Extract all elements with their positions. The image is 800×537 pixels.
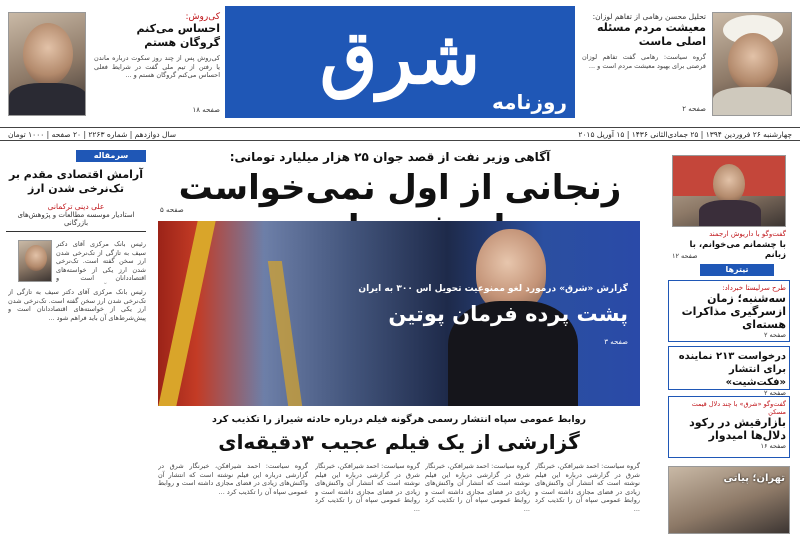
interview-ref: صفحه ۱۲ (672, 252, 698, 260)
second-kicker: روابط عمومی سپاه انتشار رسمی هرگونه فیلم درباره حادثه شیراز را تکذیب کرد (212, 414, 586, 425)
second-headline: گزارشی از یک فیلم عجیب ۳دقیقه‌ای (218, 430, 580, 454)
top-right-ref: صفحه ۲ (682, 105, 706, 113)
top-right-body: گروه سیاست: رهامی گفت تفاهم لوزان فرصتی برای بهبود معیشت مردم است و ... (582, 53, 706, 70)
headline-item-kicker: گفت‌وگو «شرق» با چند دلال قیمت مسکن (691, 400, 786, 416)
editorial-column (6, 150, 146, 232)
photo-story-kicker: گزارش «شرق» درمورد لغو ممنوعیت تحویل اس ۳۰۰ به ایران (358, 284, 628, 294)
editorial-tag: سرمقاله (76, 150, 146, 162)
headline-item-ref: صفحه ۲ (763, 389, 786, 397)
top-left-body: کی‌روش پس از چند روز سکوت درباره ماندن یا رفتن از تیم ملی گفت در شرایط فعلی احساس می‌کنم گروگان هستم و ... (94, 54, 220, 79)
dateline-issue: سال دوازدهم | شماره ۲۲۶۳ | ۲۰ صفحه | ۱۰۰۰ تومان (8, 130, 176, 139)
cleric-photo (712, 12, 792, 116)
top-left-headline: احساس می‌کنم گروگان هستم (136, 22, 220, 49)
top-right-headline: معیشت مردم مسئله اصلی ماست (596, 21, 706, 48)
headline-item-title: درخواست ۲۱۳ نماینده برای انتشار «فکت‌شیت» (678, 351, 786, 388)
bottom-right-photo (668, 466, 790, 534)
headline-item (668, 396, 790, 458)
body-column: گروه سیاست: احمد شیرافکن، خبرنگار شرق در گزارشی درباره این فیلم نوشته است که انتشار آن واکنش‌های زیادی در فضای مجازی داشته است و روابط عمومی سپاه آن را تکذیب کرد ... (315, 462, 420, 513)
top-right-teaser (582, 12, 706, 113)
headlines-tag: تیترها (700, 264, 774, 276)
interview-caption-kicker: گفت‌وگو با داریوش ارجمند (709, 230, 786, 238)
body-column: گروه سیاست: احمد شیرافکن، خبرنگار شرق در گزارشی درباره این فیلم نوشته است که انتشار آن واکنش‌های زیادی در فضای مجازی داشته است و روابط عمومی سپاه آن را تکذیب کرد ... (535, 462, 640, 513)
main-kicker: آگاهی وزیر نفت از قصد جوان ۲۵ هزار میلیارد تومانی: (229, 150, 551, 164)
interview-photo (672, 155, 786, 227)
headline-item-ref: صفحه ۱۶ (760, 442, 786, 450)
bottom-right-tag: تهران؛ پیاتی (723, 473, 785, 484)
photo-story-headline: پشت پرده فرمان پوتین (388, 302, 628, 326)
headline-item-title: بازارقیش در رکود دلال‌ها امیدوار (689, 416, 786, 442)
top-left-kicker: کی‌روش: (185, 12, 220, 22)
main-ref: صفحه ۵ (160, 206, 184, 214)
masthead-subtitle: روزنامه (492, 90, 567, 114)
photo-story-ref: صفحه ۳ (604, 338, 628, 346)
editorial-author-title: استادیار موسسه مطالعات و پژوهش‌های بازرگانی (17, 211, 135, 227)
headline-item-ref: صفحه ۲ (763, 331, 786, 339)
body-column: گروه سیاست: احمد شیرافکن، خبرنگار شرق در گزارشی درباره این فیلم نوشته است که انتشار آن واکنش‌های زیادی در فضای مجازی داشته است و روابط عمومی سپاه آن را تکذیب کرد ... (158, 462, 308, 496)
dateline (0, 127, 800, 141)
dateline-date: چهارشنبه ۲۶ فروردین ۱۳۹۴ | ۲۵ جمادی‌الثانی ۱۴۳۶ | ۱۵ آوریل ۲۰۱۵ (578, 130, 792, 139)
body-column: گروه سیاست: احمد شیرافکن، خبرنگار شرق در گزارشی درباره این فیلم نوشته است که انتشار آن واکنش‌های زیادی در فضای مجازی داشته است و روابط عمومی سپاه آن را تکذیب کرد ... (425, 462, 530, 513)
main-headline: زنجانی از اول نمی‌خواست (178, 168, 622, 208)
headline-item (668, 346, 790, 397)
top-left-ref: صفحه ۱۸ (192, 106, 220, 114)
headline-item-kicker: طرح سرلیستا خبرداد: (722, 284, 786, 292)
interview-caption: با چشمانم می‌خوانم، با زبانم (689, 240, 786, 260)
editorial-body: رئیس بانک مرکزی آقای دکتر سیف به تازگی از تک‌نرخی شدن ارز سخن گفته است. تک‌نرخی شدن ارز یکی از خواسته‌های اقتصاددانان است و پیش‌شرط‌های آن باید فراهم شود ... (8, 288, 146, 322)
editorial-author: علی دینی ترکمانی (47, 202, 105, 211)
author-photo (18, 240, 52, 282)
editorial-body: رئیس بانک مرکزی آقای دکتر سیف به تازگی از تک‌نرخی شدن ارز سخن گفته است. تک‌نرخی شدن ارز یکی از خواسته‌های اقتصاددانان است و (56, 240, 146, 282)
headline-item (668, 280, 790, 342)
coach-photo (8, 12, 86, 116)
top-right-kicker: تحلیل محسن رهامی از تفاهم لوزان: (592, 12, 706, 21)
masthead-title: شرق (319, 15, 481, 101)
headline-item-title: سه‌شنبه؛ زمان ازسرگیری مذاکرات هسته‌ای (681, 292, 786, 331)
top-left-teaser (94, 12, 220, 114)
masthead (225, 6, 575, 118)
editorial-headline: آرامش اقتصادی مقدم بر تک‌نرخی شدن ارز (9, 168, 143, 195)
